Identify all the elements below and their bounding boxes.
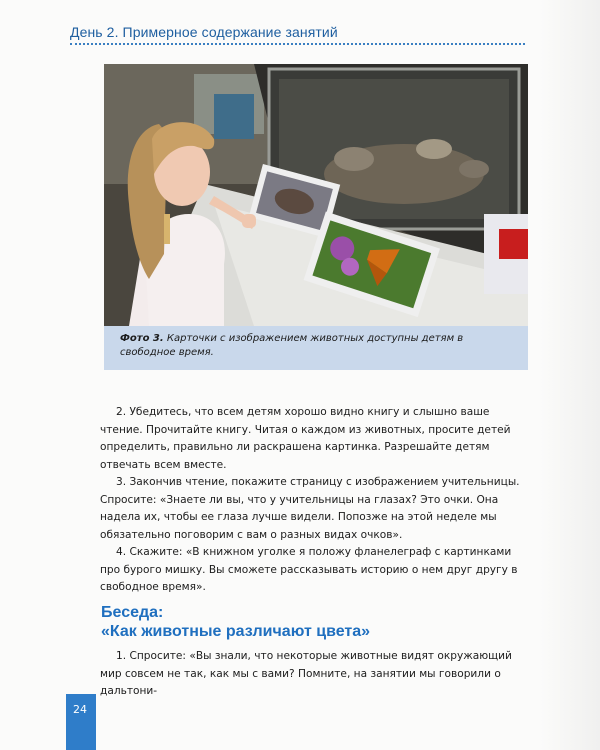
section-heading-line1: Беседа:	[101, 604, 164, 621]
photo-caption	[120, 332, 516, 360]
paragraph-4: 4. Скажите: «В книжном уголке я положу фланелеграф с картинками про бурого мишку. Вы сможете рассказывать историю о нем друг другу в свободное время».	[100, 546, 518, 593]
caption-text: Карточки с изображением животных доступны детям в свободное время.	[120, 333, 464, 358]
page-edge-shadow	[540, 0, 600, 750]
caption-label: Фото 3.	[120, 333, 164, 344]
photo-caption-box	[104, 326, 528, 370]
running-header: День 2. Примерное содержание занятий	[70, 24, 338, 40]
paragraph-conversation-1: 1. Спросите: «Вы знали, что некоторые животные видят окружающий мир совсем не так, как мы с вами? Помните, на занятии мы говорили о дальтони-	[100, 650, 512, 697]
paragraph-3: 3. Закончив чтение, покажите страницу с изображением учительницы. Спросите: «Знаете ли вы, что у учительницы на глазах? Это очки. Она надела их, чтобы ее глаза лучше видели. Попозже на этой неделе мы обязательно поговорим с вам о разных видах очков».	[100, 476, 520, 541]
header-dotted-rule	[70, 43, 525, 45]
paragraph-2: 2. Убедитесь, что всем детям хорошо видно книгу и слышно ваше чтение. Прочитайте книгу. Читая о каждом из животных, просите детей определить, правильно ли раскрашена картинка. Разрешайте детям отвечать всем вместе.	[100, 406, 511, 471]
photo-child-at-aquarium	[104, 64, 528, 326]
section-heading-line2: «Как животные различают цвета»	[101, 623, 371, 640]
page-number: 24	[73, 703, 87, 716]
